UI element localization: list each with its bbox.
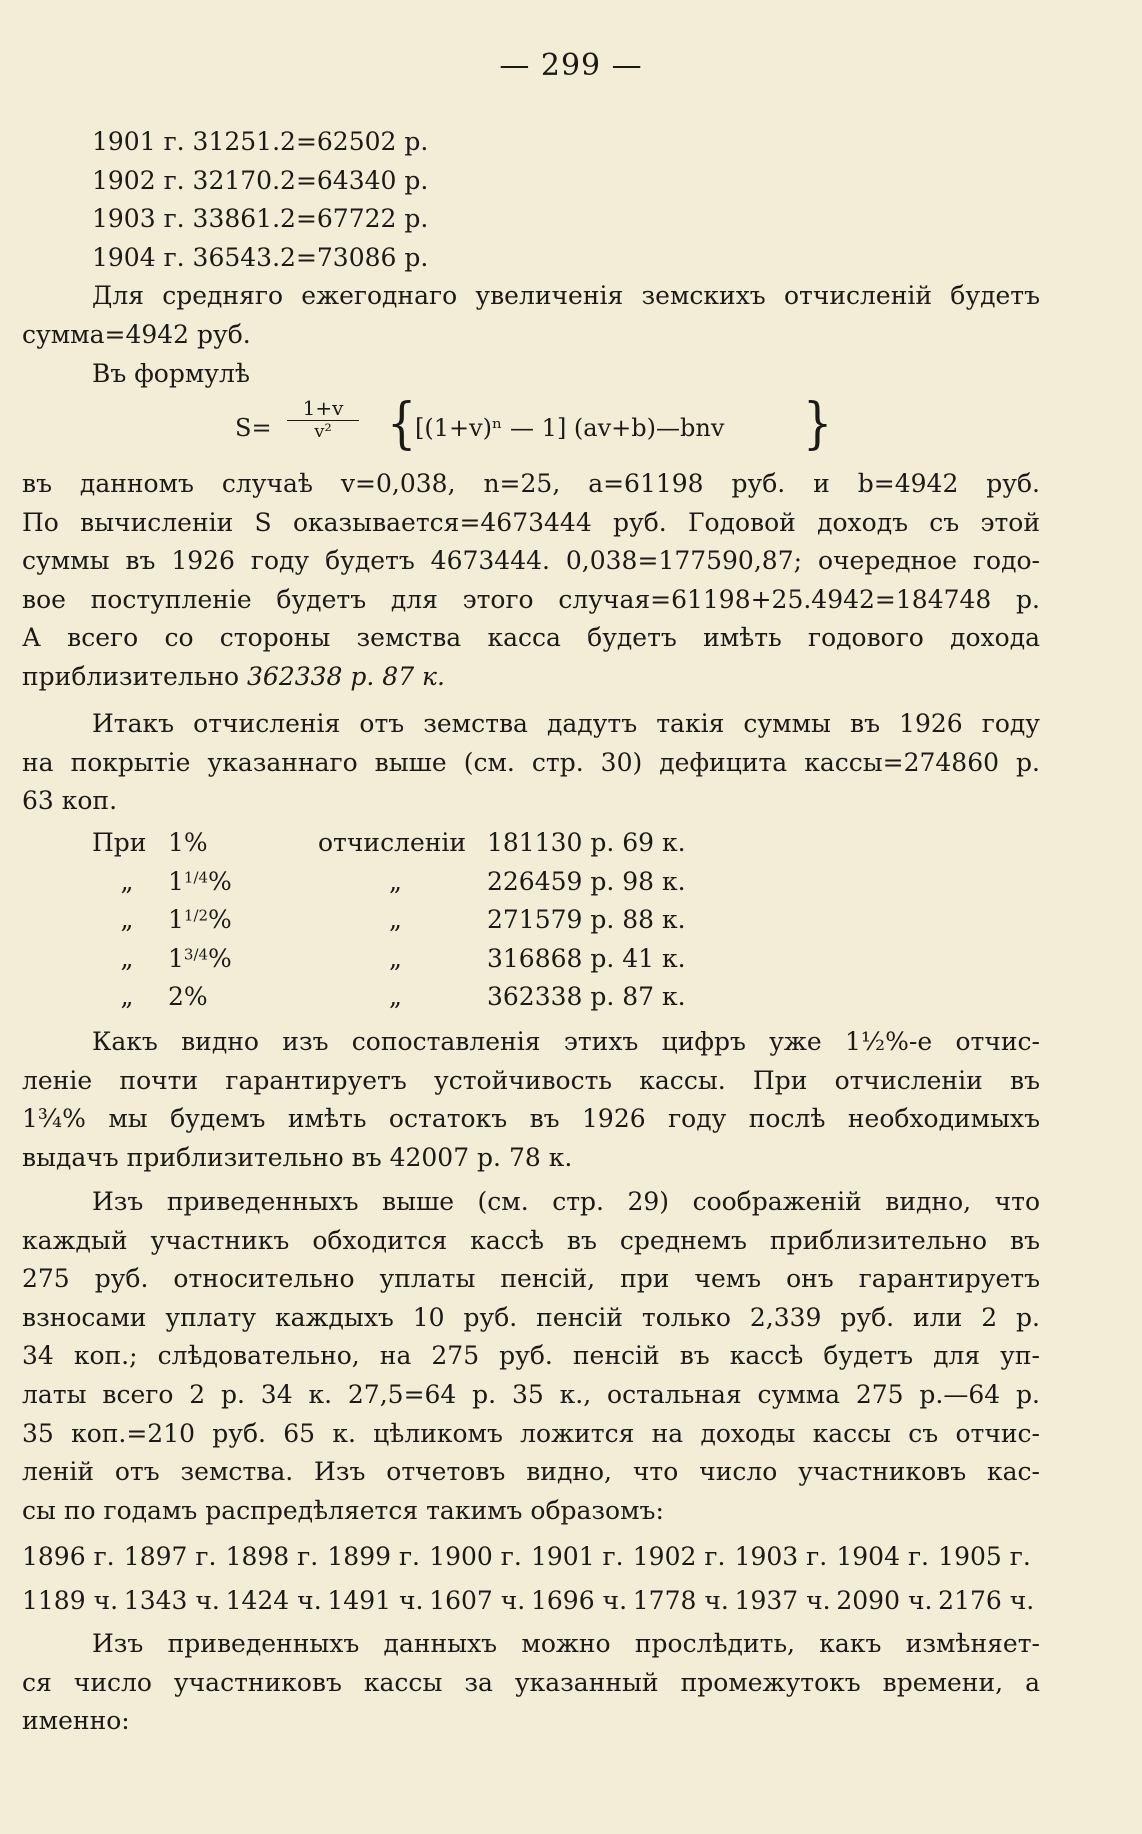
pct-row-percent bbox=[162, 824, 318, 863]
text-line: Итакъ отчисленія отъ земства дадутъ такія суммы въ 1926 году bbox=[92, 709, 1040, 738]
text-line: По вычисленіи S оказывается=4673444 руб. Годовой доходъ съ этой bbox=[22, 507, 1040, 537]
pct-row-prefix: „ bbox=[120, 943, 134, 973]
formula-denominator: v² bbox=[314, 421, 332, 442]
count-cell: 1343 ч. bbox=[123, 1585, 220, 1615]
text-line: леній отъ земства. Изъ отчетовъ видно, что число участниковъ кас- bbox=[22, 1457, 1040, 1487]
formula-fraction bbox=[287, 396, 359, 443]
text-line: Какъ видно изъ сопоставленія этихъ цифръ уже 1½%-е отчис- bbox=[92, 1027, 1040, 1056]
years-table-block bbox=[22, 1535, 1040, 1623]
text-line: именно: bbox=[22, 1706, 130, 1736]
pct-row-prefix: „ bbox=[120, 982, 134, 1012]
pct-row-word: „ bbox=[389, 982, 402, 1012]
text-line: 35 коп.=210 руб. 65 к. цѣликомъ ложится на доходы кассы съ отчис- bbox=[22, 1418, 1040, 1448]
text-line bbox=[22, 658, 1040, 697]
pct-row-word: „ bbox=[389, 943, 402, 973]
percent-whole: 1 bbox=[168, 905, 184, 935]
pct-row-word: „ bbox=[389, 905, 402, 935]
year-cell: 1901 г. bbox=[530, 1541, 624, 1571]
percent-sign: % bbox=[183, 828, 208, 857]
text-line: Изъ приведенныхъ выше (см. стр. 29) соображеній видно, что bbox=[92, 1187, 1040, 1216]
pct-row-prefix: При bbox=[92, 828, 147, 857]
formula-expression: [(1+v)ⁿ — 1] (av+b)—bnv bbox=[415, 414, 725, 442]
percent-whole: 1 bbox=[168, 828, 184, 857]
count-cell: 1696 ч. bbox=[530, 1585, 628, 1615]
pct-row bbox=[92, 901, 687, 940]
text-line: 275 руб. относительно уплаты пенсій, при чемъ онъ гарантируетъ bbox=[22, 1264, 1040, 1294]
count-cell: 2176 ч. bbox=[938, 1585, 1035, 1615]
pct-row-word: „ bbox=[389, 866, 402, 896]
year-cell: 1902 г. bbox=[632, 1541, 726, 1571]
formula-numerator: 1+v bbox=[287, 396, 359, 421]
text-line: А всего со стороны земства касса будетъ имѣть годового дохода bbox=[22, 623, 1040, 653]
pct-table bbox=[92, 824, 687, 1017]
italic-amount: 362338 р. 87 к. bbox=[247, 661, 445, 691]
pct-row-percent bbox=[162, 940, 318, 979]
text-line: 1¾% мы будемъ имѣть остатокъ въ 1926 году послѣ необходимыхъ bbox=[22, 1104, 1040, 1134]
year-line: 1902 г. 32170.2=64340 р. bbox=[92, 165, 429, 195]
percent-fraction: 1/2 bbox=[183, 906, 209, 925]
pct-row-word: отчисленіи bbox=[318, 828, 467, 857]
text-line: на покрытіе указаннаго выше (см. стр. 30) дефицита кассы=274860 р. bbox=[22, 747, 1040, 777]
paragraph bbox=[22, 465, 1040, 697]
percent-whole: 1 bbox=[168, 866, 184, 896]
paragraph bbox=[22, 1625, 1040, 1741]
count-cell: 1424 ч. bbox=[225, 1585, 322, 1615]
count-cell: 1778 ч. bbox=[632, 1585, 729, 1615]
percent-fraction: 1/4 bbox=[183, 868, 209, 887]
text-line: леніе почти гарантируетъ устойчивость кассы. При отчисленіи въ bbox=[22, 1065, 1040, 1095]
text-line: Изъ приведенныхъ данныхъ можно прослѣдить, какъ измѣняет- bbox=[92, 1629, 1040, 1658]
formula-s: S= bbox=[235, 414, 272, 442]
percent-whole: 1 bbox=[168, 943, 184, 973]
pct-row-percent bbox=[162, 978, 318, 1017]
pct-row-percent bbox=[162, 901, 318, 940]
year-cell: 1903 г. bbox=[734, 1541, 828, 1571]
formula-intro: Въ формулѣ bbox=[92, 358, 250, 388]
percent-fraction: 3/4 bbox=[183, 945, 209, 964]
pct-row bbox=[92, 863, 687, 902]
year-line: 1901 г. 31251.2=62502 р. bbox=[92, 127, 429, 156]
count-cell: 1607 ч. bbox=[429, 1585, 526, 1615]
right-brace: } bbox=[803, 390, 833, 456]
pct-row-amount: 181130 р. 69 к. bbox=[487, 828, 686, 857]
years-row bbox=[22, 1535, 1040, 1579]
year-cell: 1900 г. bbox=[429, 1541, 522, 1571]
pct-row-amount: 271579 р. 88 к. bbox=[487, 905, 686, 935]
pct-row-amount: 362338 р. 87 к. bbox=[487, 982, 686, 1012]
percent-sign: % bbox=[208, 866, 232, 896]
text-line: въ данномъ случаѣ v=0,038, n=25, a=61198 руб. и b=4942 руб. bbox=[22, 469, 1040, 498]
percentage-table bbox=[92, 824, 792, 1017]
text-line: 63 коп. bbox=[22, 786, 118, 816]
text-line: 34 коп.; слѣдовательно, на 275 руб. пенсій въ кассѣ будетъ для уп- bbox=[22, 1341, 1040, 1371]
percent-sign: % bbox=[208, 943, 232, 973]
text-line: взносами уплату каждыхъ 10 руб. пенсій только 2,339 руб. или 2 р. bbox=[22, 1302, 1040, 1332]
counts-row bbox=[22, 1579, 1040, 1623]
year-calculations bbox=[22, 123, 1040, 393]
participants-by-year-table bbox=[22, 1535, 1040, 1623]
year-line: 1903 г. 33861.2=67722 р. bbox=[92, 204, 429, 234]
year-cell: 1896 г. bbox=[22, 1541, 115, 1571]
text-line: каждый участникъ обходится кассѣ въ среднемъ приблизительно въ bbox=[22, 1225, 1040, 1255]
count-cell: 1491 ч. bbox=[327, 1585, 424, 1615]
text-line: латы всего 2 р. 34 к. 27,5=64 р. 35 к., остальная сумма 275 р.—64 р. bbox=[22, 1379, 1040, 1409]
year-cell: 1897 г. bbox=[123, 1541, 217, 1571]
pct-row-percent bbox=[162, 863, 318, 902]
year-line: 1904 г. 36543.2=73086 р. bbox=[92, 242, 429, 272]
pct-row-amount: 316868 р. 41 к. bbox=[487, 943, 686, 973]
text-line: суммы въ 1926 году будетъ 4673444. 0,038=177590,87; очередное годо- bbox=[22, 546, 1040, 576]
percent-whole: 2 bbox=[168, 982, 184, 1012]
paragraph bbox=[22, 705, 1040, 821]
percent-sign: % bbox=[183, 982, 208, 1012]
year-cell: 1905 г. bbox=[938, 1541, 1031, 1571]
text-line: сы по годамъ распредѣляется такимъ образомъ: bbox=[22, 1495, 664, 1525]
pct-row-amount: 226459 р. 98 к. bbox=[487, 866, 686, 896]
paragraph bbox=[22, 1023, 1040, 1177]
pct-row-prefix: „ bbox=[120, 866, 134, 896]
year-cell: 1898 г. bbox=[225, 1541, 319, 1571]
text-line: Для средняго ежегоднаго увеличенія земскихъ отчисленій будетъ bbox=[92, 281, 1040, 311]
text-line: выдачъ приблизительно въ 42007 р. 78 к. bbox=[22, 1142, 573, 1172]
pct-row bbox=[92, 978, 687, 1017]
count-cell: 1189 ч. bbox=[22, 1585, 119, 1615]
text-line: ся число участниковъ кассы за указанный промежутокъ времени, а bbox=[22, 1667, 1040, 1697]
count-cell: 1937 ч. bbox=[734, 1585, 831, 1615]
count-cell: 2090 ч. bbox=[836, 1585, 933, 1615]
text-line: сумма=4942 руб. bbox=[22, 319, 251, 349]
pct-row bbox=[92, 824, 687, 863]
page-number: — 299 — bbox=[499, 48, 643, 83]
year-cell: 1899 г. bbox=[327, 1541, 421, 1571]
text-fragment: приблизительно bbox=[22, 661, 240, 691]
text-line: вое поступленіе будетъ для этого случая=61198+25.4942=184748 р. bbox=[22, 584, 1040, 614]
pct-row bbox=[92, 940, 687, 979]
left-brace: { bbox=[387, 390, 417, 456]
percent-sign: % bbox=[208, 905, 232, 935]
formula bbox=[235, 392, 835, 462]
year-cell: 1904 г. bbox=[836, 1541, 929, 1571]
paragraph bbox=[22, 1183, 1040, 1530]
pct-row-prefix: „ bbox=[120, 905, 134, 935]
